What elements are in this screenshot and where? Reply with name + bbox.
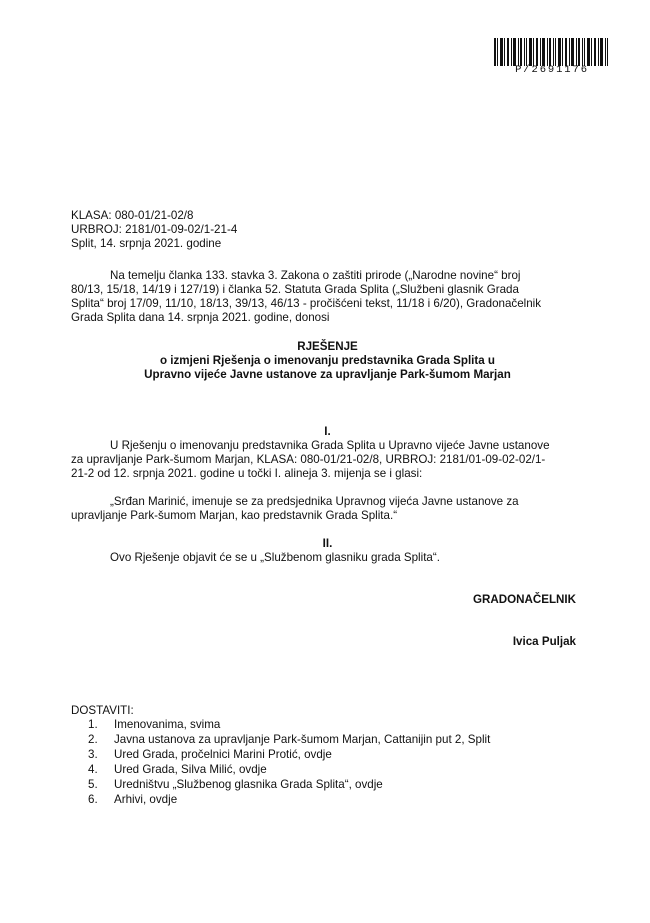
list-item-number: 2.	[88, 733, 98, 746]
section-1-line-2: za upravljanje Park-šumom Marjan, KLASA: 080-01/21-02/8, URBROJ: 2181/01-09-02-02/1-	[71, 453, 546, 466]
intro-line-2: 80/13, 15/18, 14/19 i 127/19) i članka 52. Statuta Grada Splita („Službeni glasnik Grada	[71, 283, 519, 296]
section-1-number: I.	[324, 425, 331, 438]
place-date-line: Split, 14. srpnja 2021. godine	[71, 237, 222, 250]
list-item	[88, 778, 548, 793]
intro-line-3: Splita“ broj 17/09, 11/10, 18/13, 39/13, 46/13 - pročišćeni tekst, 11/18 i 6/20), Gradonačelnik	[71, 297, 542, 310]
intro-line-4: Grada Splita dana 14. srpnja 2021. godine, donosi	[71, 311, 330, 324]
barcode-number: P/2691176	[515, 64, 589, 76]
list-item-text: Imenovanima, svima	[114, 718, 221, 731]
document-header	[71, 209, 371, 251]
list-item-text: Uredništvu „Službenog glasnika Grada Splita“, ovdje	[114, 778, 383, 791]
list-item	[88, 733, 548, 748]
section-1-quote-2: upravljanje Park-šumom Marjan, kao predstavnik Grada Splita.“	[71, 509, 398, 522]
section-2-number: II.	[322, 537, 333, 550]
list-item	[88, 763, 548, 778]
list-item-text: Ured Grada, pročelnici Marini Protić, ovdje	[114, 748, 332, 761]
distribution-heading: DOSTAVITI:	[71, 704, 134, 717]
section-2-text: Ovo Rješenje objavit će se u „Službenom glasniku grada Splita“.	[110, 551, 440, 564]
list-item	[88, 748, 548, 763]
signature-name: Ivica Puljak	[512, 635, 576, 648]
intro-line-1: Na temelju članka 133. stavka 3. Zakona o zaštiti prirode („Narodne novine“ broj	[110, 269, 521, 282]
list-item-number: 1.	[88, 718, 98, 731]
list-item-text: Arhivi, ovdje	[114, 793, 178, 806]
list-item-number: 3.	[88, 748, 98, 761]
klasa-line: KLASA: 080-01/21-02/8	[71, 209, 194, 222]
list-item-text: Javna ustanova za upravljanje Park-šumom Marjan, Cattanijin put 2, Split	[114, 733, 491, 746]
urbroj-line: URBROJ: 2181/01-09-02/1-21-4	[71, 223, 238, 236]
title-main: RJEŠENJE	[297, 340, 358, 353]
barcode	[494, 38, 608, 66]
title-sub-2: Upravno vijeće Javne ustanove za upravljanje Park-šumom Marjan	[144, 368, 511, 381]
title-sub-1: o izmjeni Rješenja o imenovanju predstavnika Grada Splita u	[159, 354, 496, 367]
decision-title	[71, 340, 584, 382]
signature-role: GRADONAČELNIK	[472, 593, 576, 606]
section-1-line-1: U Rješenju o imenovanju predstavnika Grada Splita u Upravno vijeće Javne ustanove	[110, 439, 550, 452]
section-1-line-3: 21-2 od 12. srpnja 2021. godine u točki I. alineja 3. mijenja se i glasi:	[71, 467, 423, 480]
list-item-number: 4.	[88, 763, 98, 776]
list-item	[88, 793, 548, 808]
list-item-number: 5.	[88, 778, 98, 791]
list-item	[88, 718, 548, 733]
list-item-text: Ured Grada, Silva Milić, ovdje	[114, 763, 267, 776]
section-1-quote-1: „Srđan Marinić, imenuje se za predsjednika Upravnog vijeća Javne ustanove za	[110, 495, 519, 508]
list-item-number: 6.	[88, 793, 98, 806]
distribution-list	[88, 718, 548, 808]
